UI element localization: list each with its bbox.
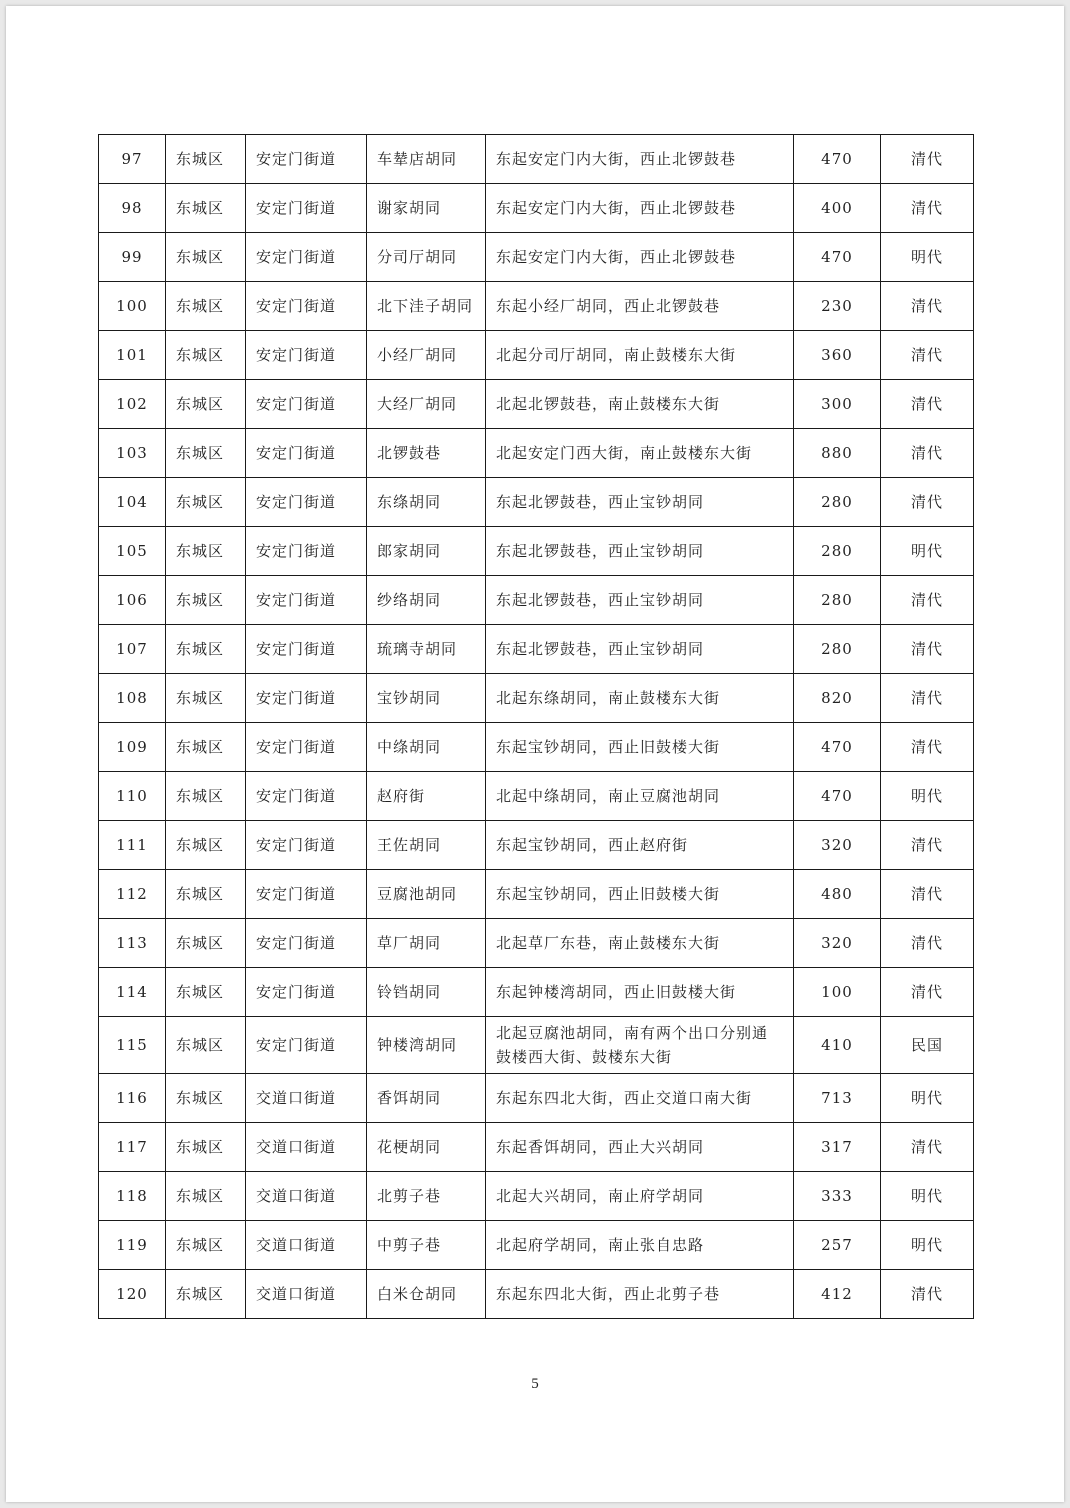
length-cell: 412 xyxy=(794,1270,881,1319)
era-cell: 清代 xyxy=(881,674,974,723)
hutong-name-cell: 车辇店胡同 xyxy=(367,135,486,184)
length-cell: 713 xyxy=(794,1074,881,1123)
era-cell: 清代 xyxy=(881,821,974,870)
era-cell: 清代 xyxy=(881,184,974,233)
era-cell: 清代 xyxy=(881,380,974,429)
length-cell: 480 xyxy=(794,870,881,919)
district-cell: 东城区 xyxy=(166,968,246,1017)
length-cell: 280 xyxy=(794,478,881,527)
street-office-cell: 安定门街道 xyxy=(246,429,367,478)
location-cell: 东起宝钞胡同，西止赵府街 xyxy=(486,821,794,870)
location-cell: 东起东四北大街，西止交道口南大街 xyxy=(486,1074,794,1123)
era-cell: 清代 xyxy=(881,1270,974,1319)
district-cell: 东城区 xyxy=(166,1017,246,1074)
table-row xyxy=(99,478,974,527)
era-cell: 清代 xyxy=(881,429,974,478)
location-cell: 东起安定门内大街，西止北锣鼓巷 xyxy=(486,184,794,233)
row-number: 104 xyxy=(99,478,166,527)
hutong-table-body xyxy=(99,135,974,1319)
street-office-cell: 安定门街道 xyxy=(246,233,367,282)
row-number: 116 xyxy=(99,1074,166,1123)
street-office-cell: 安定门街道 xyxy=(246,772,367,821)
street-office-cell: 交道口街道 xyxy=(246,1074,367,1123)
length-cell: 280 xyxy=(794,625,881,674)
hutong-name-cell: 花梗胡同 xyxy=(367,1123,486,1172)
page-number: 5 xyxy=(531,1376,539,1392)
hutong-name-cell: 郎家胡同 xyxy=(367,527,486,576)
table-row xyxy=(99,821,974,870)
era-cell: 明代 xyxy=(881,772,974,821)
era-cell: 清代 xyxy=(881,968,974,1017)
row-number: 97 xyxy=(99,135,166,184)
length-cell: 470 xyxy=(794,135,881,184)
era-cell: 清代 xyxy=(881,282,974,331)
length-cell: 470 xyxy=(794,772,881,821)
hutong-name-cell: 赵府街 xyxy=(367,772,486,821)
hutong-name-cell: 琉璃寺胡同 xyxy=(367,625,486,674)
row-number: 112 xyxy=(99,870,166,919)
hutong-name-cell: 钟楼湾胡同 xyxy=(367,1017,486,1074)
location-cell: 东起安定门内大街，西止北锣鼓巷 xyxy=(486,233,794,282)
table-row xyxy=(99,1270,974,1319)
table-row xyxy=(99,282,974,331)
era-cell: 清代 xyxy=(881,1123,974,1172)
hutong-table xyxy=(98,134,974,1319)
location-cell: 东起北锣鼓巷，西止宝钞胡同 xyxy=(486,478,794,527)
district-cell: 东城区 xyxy=(166,625,246,674)
location-cell: 北起中绦胡同，南止豆腐池胡同 xyxy=(486,772,794,821)
era-cell: 清代 xyxy=(881,135,974,184)
hutong-name-cell: 大经厂胡同 xyxy=(367,380,486,429)
location-cell: 东起北锣鼓巷，西止宝钞胡同 xyxy=(486,576,794,625)
street-office-cell: 安定门街道 xyxy=(246,478,367,527)
location-cell: 北起豆腐池胡同，南有两个出口分别通鼓楼西大街、鼓楼东大街 xyxy=(486,1017,794,1074)
district-cell: 东城区 xyxy=(166,233,246,282)
row-number: 105 xyxy=(99,527,166,576)
era-cell: 明代 xyxy=(881,1221,974,1270)
street-office-cell: 安定门街道 xyxy=(246,674,367,723)
era-cell: 明代 xyxy=(881,527,974,576)
hutong-name-cell: 铃铛胡同 xyxy=(367,968,486,1017)
era-cell: 明代 xyxy=(881,233,974,282)
district-cell: 东城区 xyxy=(166,380,246,429)
table-row xyxy=(99,968,974,1017)
district-cell: 东城区 xyxy=(166,576,246,625)
street-office-cell: 安定门街道 xyxy=(246,184,367,233)
street-office-cell: 安定门街道 xyxy=(246,1017,367,1074)
district-cell: 东城区 xyxy=(166,674,246,723)
table-row xyxy=(99,674,974,723)
street-office-cell: 交道口街道 xyxy=(246,1270,367,1319)
district-cell: 东城区 xyxy=(166,1123,246,1172)
row-number: 101 xyxy=(99,331,166,380)
location-cell: 东起北锣鼓巷，西止宝钞胡同 xyxy=(486,527,794,576)
table-row xyxy=(99,723,974,772)
table-row xyxy=(99,331,974,380)
era-cell: 清代 xyxy=(881,331,974,380)
table-row xyxy=(99,429,974,478)
district-cell: 东城区 xyxy=(166,1270,246,1319)
street-office-cell: 交道口街道 xyxy=(246,1172,367,1221)
location-cell: 北起分司厅胡同，南止鼓楼东大街 xyxy=(486,331,794,380)
district-cell: 东城区 xyxy=(166,527,246,576)
row-number: 108 xyxy=(99,674,166,723)
table-row xyxy=(99,233,974,282)
hutong-name-cell: 谢家胡同 xyxy=(367,184,486,233)
street-office-cell: 安定门街道 xyxy=(246,870,367,919)
location-cell: 东起北锣鼓巷，西止宝钞胡同 xyxy=(486,625,794,674)
district-cell: 东城区 xyxy=(166,1074,246,1123)
table-row xyxy=(99,380,974,429)
row-number: 99 xyxy=(99,233,166,282)
hutong-name-cell: 纱络胡同 xyxy=(367,576,486,625)
location-cell: 北起东绦胡同，南止鼓楼东大街 xyxy=(486,674,794,723)
district-cell: 东城区 xyxy=(166,135,246,184)
street-office-cell: 安定门街道 xyxy=(246,919,367,968)
district-cell: 东城区 xyxy=(166,919,246,968)
row-number: 119 xyxy=(99,1221,166,1270)
era-cell: 民国 xyxy=(881,1017,974,1074)
hutong-name-cell: 香饵胡同 xyxy=(367,1074,486,1123)
length-cell: 320 xyxy=(794,821,881,870)
location-cell: 北起府学胡同，南止张自忠路 xyxy=(486,1221,794,1270)
district-cell: 东城区 xyxy=(166,772,246,821)
era-cell: 明代 xyxy=(881,1074,974,1123)
table-row xyxy=(99,1221,974,1270)
hutong-name-cell: 北剪子巷 xyxy=(367,1172,486,1221)
district-cell: 东城区 xyxy=(166,1172,246,1221)
row-number: 117 xyxy=(99,1123,166,1172)
street-office-cell: 安定门街道 xyxy=(246,968,367,1017)
length-cell: 410 xyxy=(794,1017,881,1074)
era-cell: 明代 xyxy=(881,1172,974,1221)
length-cell: 333 xyxy=(794,1172,881,1221)
table-row xyxy=(99,1074,974,1123)
table-row xyxy=(99,135,974,184)
length-cell: 470 xyxy=(794,723,881,772)
row-number: 98 xyxy=(99,184,166,233)
hutong-name-cell: 草厂胡同 xyxy=(367,919,486,968)
district-cell: 东城区 xyxy=(166,821,246,870)
row-number: 113 xyxy=(99,919,166,968)
hutong-name-cell: 豆腐池胡同 xyxy=(367,870,486,919)
street-office-cell: 安定门街道 xyxy=(246,380,367,429)
street-office-cell: 安定门街道 xyxy=(246,821,367,870)
street-office-cell: 安定门街道 xyxy=(246,625,367,674)
hutong-name-cell: 宝钞胡同 xyxy=(367,674,486,723)
length-cell: 280 xyxy=(794,527,881,576)
row-number: 109 xyxy=(99,723,166,772)
length-cell: 300 xyxy=(794,380,881,429)
location-cell: 东起小经厂胡同，西止北锣鼓巷 xyxy=(486,282,794,331)
district-cell: 东城区 xyxy=(166,478,246,527)
length-cell: 400 xyxy=(794,184,881,233)
street-office-cell: 交道口街道 xyxy=(246,1221,367,1270)
era-cell: 清代 xyxy=(881,919,974,968)
row-number: 110 xyxy=(99,772,166,821)
length-cell: 317 xyxy=(794,1123,881,1172)
street-office-cell: 安定门街道 xyxy=(246,135,367,184)
street-office-cell: 安定门街道 xyxy=(246,723,367,772)
length-cell: 880 xyxy=(794,429,881,478)
length-cell: 360 xyxy=(794,331,881,380)
era-cell: 清代 xyxy=(881,870,974,919)
hutong-name-cell: 白米仓胡同 xyxy=(367,1270,486,1319)
row-number: 120 xyxy=(99,1270,166,1319)
hutong-name-cell: 王佐胡同 xyxy=(367,821,486,870)
location-cell: 北起草厂东巷，南止鼓楼东大街 xyxy=(486,919,794,968)
length-cell: 320 xyxy=(794,919,881,968)
row-number: 100 xyxy=(99,282,166,331)
hutong-name-cell: 小经厂胡同 xyxy=(367,331,486,380)
table-row xyxy=(99,576,974,625)
era-cell: 清代 xyxy=(881,576,974,625)
table-row xyxy=(99,772,974,821)
row-number: 103 xyxy=(99,429,166,478)
row-number: 114 xyxy=(99,968,166,1017)
hutong-name-cell: 中剪子巷 xyxy=(367,1221,486,1270)
table-row xyxy=(99,527,974,576)
street-office-cell: 安定门街道 xyxy=(246,331,367,380)
era-cell: 清代 xyxy=(881,723,974,772)
era-cell: 清代 xyxy=(881,625,974,674)
length-cell: 230 xyxy=(794,282,881,331)
district-cell: 东城区 xyxy=(166,184,246,233)
row-number: 107 xyxy=(99,625,166,674)
length-cell: 100 xyxy=(794,968,881,1017)
length-cell: 470 xyxy=(794,233,881,282)
era-cell: 清代 xyxy=(881,478,974,527)
table-row xyxy=(99,1123,974,1172)
row-number: 115 xyxy=(99,1017,166,1074)
location-cell: 东起宝钞胡同，西止旧鼓楼大街 xyxy=(486,723,794,772)
length-cell: 257 xyxy=(794,1221,881,1270)
location-cell: 北起北锣鼓巷，南止鼓楼东大街 xyxy=(486,380,794,429)
row-number: 111 xyxy=(99,821,166,870)
street-office-cell: 安定门街道 xyxy=(246,282,367,331)
location-cell: 东起钟楼湾胡同，西止旧鼓楼大街 xyxy=(486,968,794,1017)
length-cell: 280 xyxy=(794,576,881,625)
district-cell: 东城区 xyxy=(166,1221,246,1270)
district-cell: 东城区 xyxy=(166,331,246,380)
district-cell: 东城区 xyxy=(166,282,246,331)
row-number: 102 xyxy=(99,380,166,429)
table-row xyxy=(99,1172,974,1221)
table-row xyxy=(99,919,974,968)
table-row xyxy=(99,870,974,919)
location-cell: 东起安定门内大街，西止北锣鼓巷 xyxy=(486,135,794,184)
location-cell: 东起东四北大街，西止北剪子巷 xyxy=(486,1270,794,1319)
location-cell: 东起香饵胡同，西止大兴胡同 xyxy=(486,1123,794,1172)
hutong-name-cell: 北锣鼓巷 xyxy=(367,429,486,478)
table-row xyxy=(99,1017,974,1074)
hutong-name-cell: 分司厅胡同 xyxy=(367,233,486,282)
table-row xyxy=(99,184,974,233)
district-cell: 东城区 xyxy=(166,429,246,478)
street-office-cell: 安定门街道 xyxy=(246,576,367,625)
district-cell: 东城区 xyxy=(166,870,246,919)
table-row xyxy=(99,625,974,674)
hutong-name-cell: 东绦胡同 xyxy=(367,478,486,527)
hutong-name-cell: 中绦胡同 xyxy=(367,723,486,772)
street-office-cell: 安定门街道 xyxy=(246,527,367,576)
location-cell: 北起安定门西大街，南止鼓楼东大街 xyxy=(486,429,794,478)
length-cell: 820 xyxy=(794,674,881,723)
location-cell: 北起大兴胡同，南止府学胡同 xyxy=(486,1172,794,1221)
row-number: 106 xyxy=(99,576,166,625)
document-page xyxy=(6,6,1064,1502)
street-office-cell: 交道口街道 xyxy=(246,1123,367,1172)
district-cell: 东城区 xyxy=(166,723,246,772)
location-cell: 东起宝钞胡同，西止旧鼓楼大街 xyxy=(486,870,794,919)
hutong-name-cell: 北下洼子胡同 xyxy=(367,282,486,331)
row-number: 118 xyxy=(99,1172,166,1221)
